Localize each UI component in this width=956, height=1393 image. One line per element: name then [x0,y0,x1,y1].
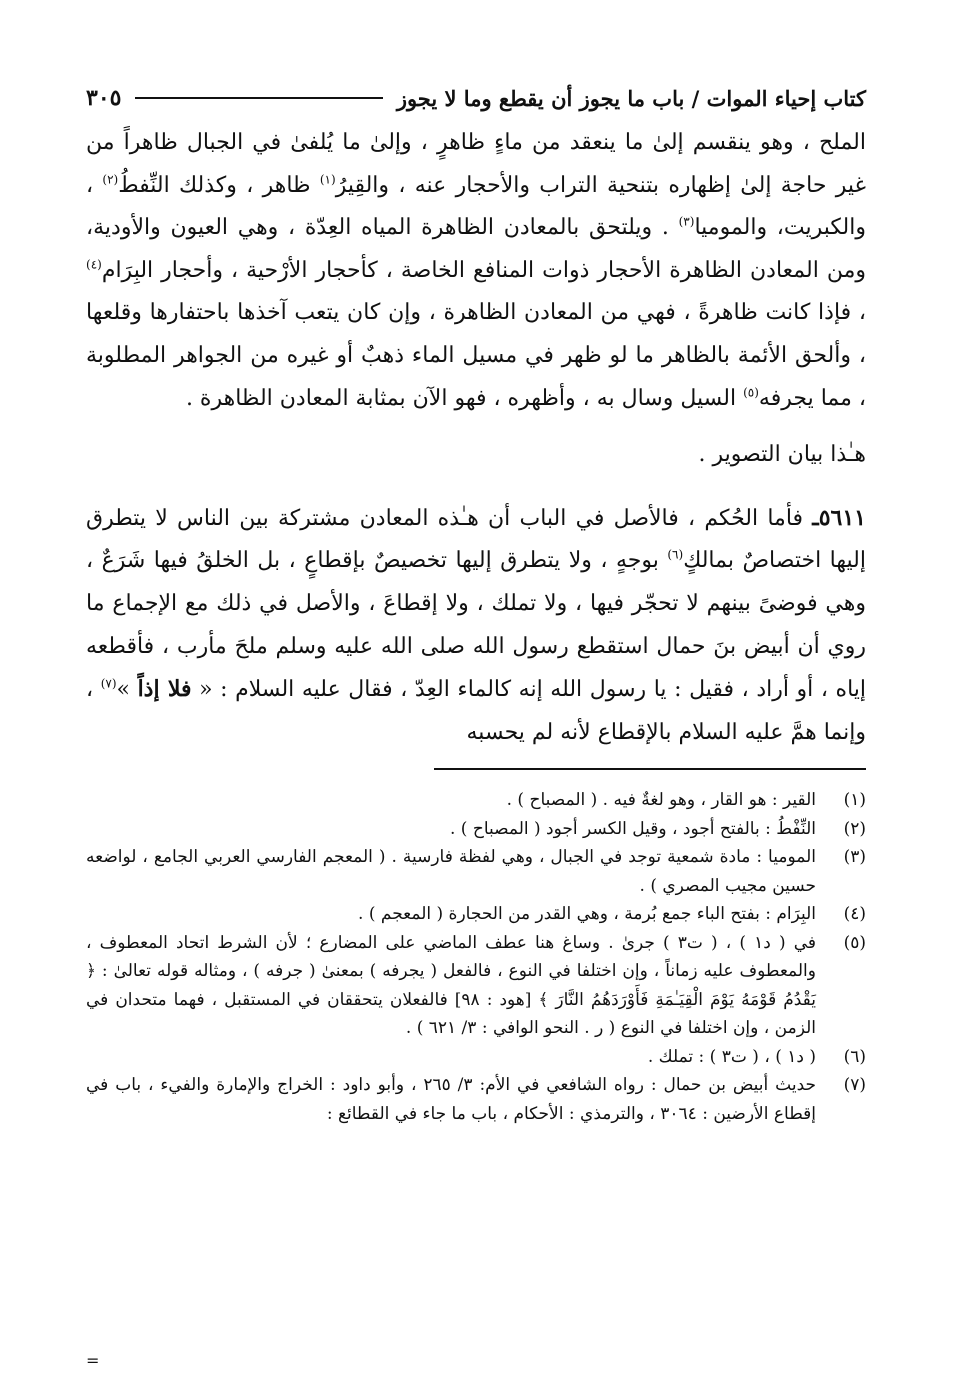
page-number: ٣٠٥ [86,85,122,111]
running-title: كتاب إحياء الموات / باب ما يجوز أن يقطع وما لا يجوز [396,85,866,111]
footnote-number: (٢) [843,818,866,839]
footnote-text: في ( د١ ) ، ( ت٣ ) جرىٰ . وساغ هنا عطف الماضي على المضارع ؛ لأن الشرط اتحاد المعطوف ، والمعطوف عليه زماناً ، وإن اختلفا في النوع ، فالفعل ( يجرفه ) بمعنىٰ ( جرفه ) ، ومثاله قوله تعالىٰ : ﴿ يَقْدُمُ قَوْمَهُ يَوْمَ الْقِيَـٰمَةِ فَأَوْرَدَهُمُ النَّارَ ﴾ [هود : ٩٨] فالفعلان يتحققان في المستقبل ، فهما متحدان في الزمن ، وإن اختلفا في النوع ( ر . النحو الوافي : ٣/ ٦٢١ ) . [86,932,816,1039]
text-segment: » [116,677,138,703]
section-number: ٥٦١١ـ [812,504,866,531]
header-rule [135,97,382,99]
text-segment: ، والكبريت، والموميا [86,172,866,241]
footnote-ref-1[interactable]: (١) [319,172,336,187]
footnote-ref-4[interactable]: (٤) [86,257,102,272]
footnote-1 [86,786,866,815]
footnote-text: حديث أبيض بن حمال : رواه الشافعي في الأم: ٣/ ٢٦٥ ، وأبو داود : الخراج والإمارة والفيء ، باب في إقطاع الأرضين : ٣٠٦٤ ، والترمذي : الأحكام ، باب ما جاء في القطائع : [86,1075,816,1124]
text-segment: فأما الحُكم ، فالأصل في الباب أن هـٰذه المعادن مشتركة بين الناس لا يتطرق إليها اختصاصٌ بمالكٍ [86,505,866,574]
text-segment: ظاهر ، وكذلك النِّفطُ [118,172,320,198]
footnote-7 [86,1071,866,1128]
footnote-ref-5[interactable]: (٥) [743,385,759,400]
footnote-number: (٣) [843,847,866,868]
footnote-number: (٦) [843,1046,866,1067]
footnote-text: النِّفْطُ : بالفتح أجود ، وقيل الكسر أجود ( المصباح ) . [450,818,816,839]
text-segment: الملح ، وهو ينقسم إلىٰ ما ينعقد من ماءٍ ظاهرٍ ، وإلىٰ ما يُلفىٰ في الجبال ظاهراً من غير حاجة إلىٰ إظهاره بتنحية التراب والأحجار عنه ، والقِيرُ [86,130,867,198]
footnote-text: القير : هو القار ، وهو لغةٌ فيه . ( المصباح ) . [506,790,816,811]
footnote-4 [86,900,866,929]
book-page [86,80,866,1370]
footnote-ref-7[interactable]: (٧) [100,676,117,691]
continuation-mark: = [86,1351,100,1370]
running-header [86,80,866,116]
footnote-number: (٤) [843,904,866,925]
hadith-quote: فلا إذاً [137,676,192,703]
main-text [86,122,866,754]
footnote-ref-3[interactable]: (٣) [678,214,695,229]
footnote-text: البِرَام : بفتح الباء جمع بُرمة ، وهي القدر من الحجارة ( المعجم ) . [358,904,816,925]
paragraph-2: هـٰذا بيان التصوير . [698,442,866,468]
footnote-separator [434,768,866,770]
text-segment: السيل وسال به ، وأظهره ، فهو الآن بمثابة المعادن الظاهرة . [185,385,744,411]
footnotes [86,786,866,1128]
footnote-number: (١) [843,790,866,811]
footnote-5 [86,929,866,1043]
paragraph-3 [86,497,866,755]
text-segment: بوجهٍ ، ولا يتطرق إليها تخصيصٌ بإقطاعٍ ، بل الخلقُ فيها شَرَعٌ ، وهي فوضىً بينهم لا تحجّر فيها ، ولا تملك ، ولا إقطاعَ ، والأصل في ذلك مع الإجماع ما روي أن أبيض بنَ حمال استقطع رسول الله صلى الله عليه وسلم ملحَ مأرب ، فأقطعه إياه ، أو أراد ، فقيل : يا رسول الله إنه كالماء العِدّ ، فقال عليه السلام : « [86,548,867,703]
footnote-6 [86,1043,866,1072]
text-segment: ، وإنما همَّ عليه السلام بالإقطاع لأنه لم يحسبه [86,677,866,745]
footnote-text: الموميا : مادة شمعية توجد في الجبال ، وهي لفظة فارسية . ( المعجم الفارسي العربي الجامع ، لواضعه حسين مجيب المصري ) . [86,847,816,896]
footnote-3 [86,843,866,900]
footnote-ref-2[interactable]: (٢) [102,172,119,187]
text-segment: . ويلتحق بالمعادن الظاهرة المياه العِدّة ، وهي العيون والأودية، ومن المعادن الظاهرة الأحجار ذوات المنافع الخاصة ، كأحجار الأرْحية ، وأحجار البِرَام [86,215,866,283]
footnote-ref-6[interactable]: (٦) [667,548,684,563]
footnote-2 [86,815,866,844]
text-segment: ، فإذا كانت ظاهرةً ، فهي من المعادن الظاهرة ، وإن كان يتعب آخذها باحتفارها وقلعها ، وألحق الأئمة بالظاهر ما لو ظهر في مسيل الماء ذهبٌ أو غيره من الجواهر المطلوبة ، مما يجرفه [86,300,866,411]
footnote-text: ( د١ ) ، ( ت٣ ) : تملك . [647,1046,816,1067]
paragraph-1 [86,122,866,420]
footnote-number: (٥) [843,932,866,953]
footnote-number: (٧) [843,1075,866,1096]
